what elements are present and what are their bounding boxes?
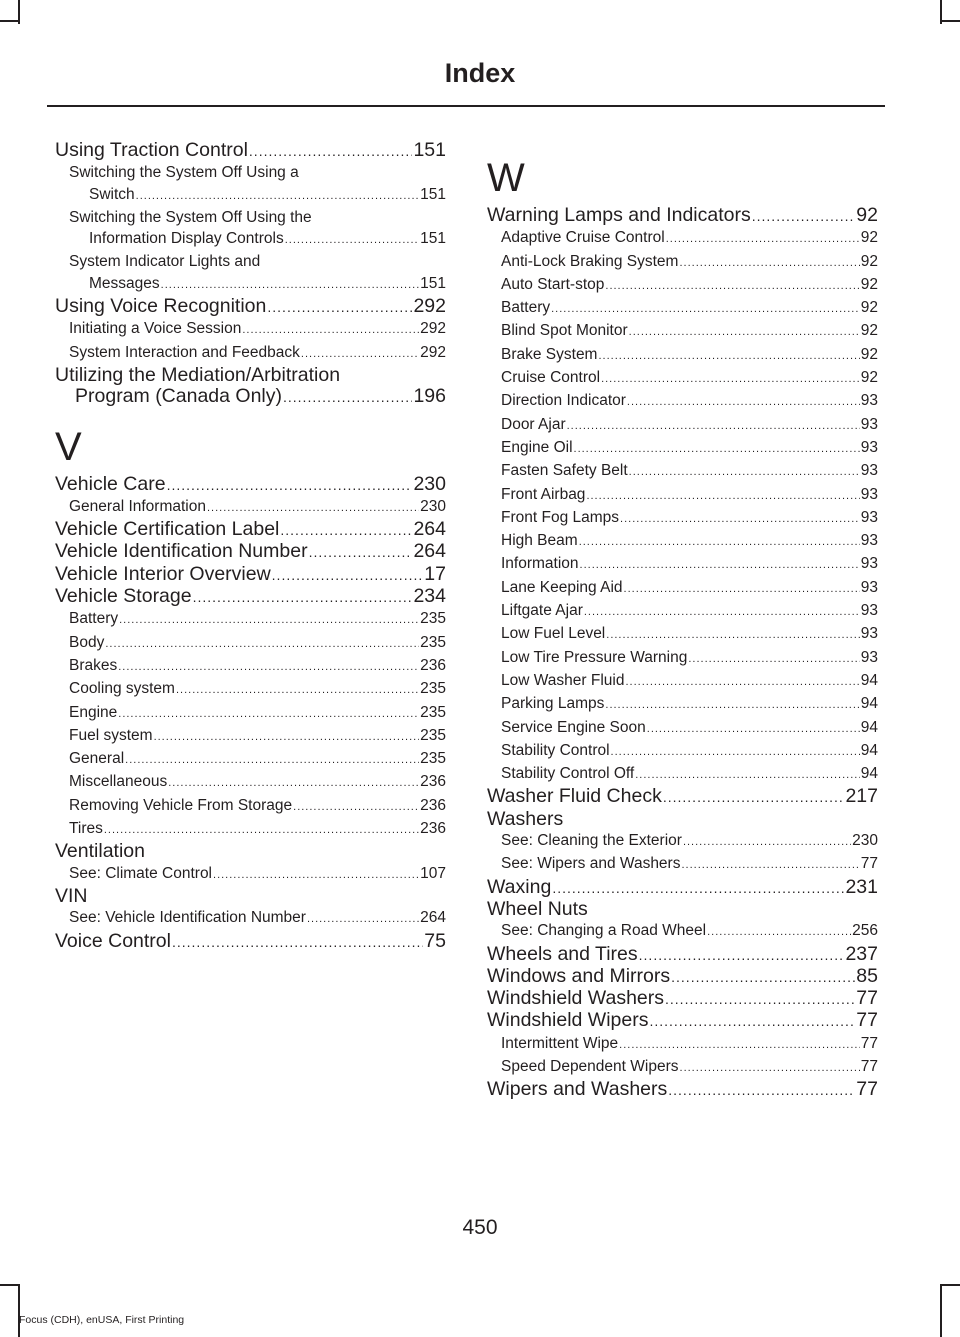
entry-label: Vehicle Interior Overview (55, 562, 271, 585)
dot-leader (105, 634, 419, 655)
crop-mark (940, 1284, 942, 1337)
entry-label: Windows and Mirrors (487, 964, 671, 987)
entry-label: Body (69, 633, 105, 651)
entry-label: Program (Canada Only) (75, 385, 282, 408)
entry-page-number: 235 (420, 726, 446, 744)
entry-label: Vehicle Certification Label (55, 518, 280, 541)
entry-page-number: 92 (860, 229, 878, 247)
entry-page-number: 92 (860, 322, 878, 340)
entry-label: Front Airbag (501, 485, 586, 503)
index-entry[interactable] (55, 564, 446, 586)
index-subentry: Switching the System Off Using a (69, 164, 299, 182)
entry-page-number: 92 (860, 299, 878, 317)
index-subentry[interactable] (55, 771, 446, 794)
index-subentry[interactable] (487, 297, 878, 320)
dot-leader (125, 750, 419, 771)
index-subentry[interactable] (487, 414, 878, 437)
entry-label: Information (501, 555, 579, 573)
index-subentry[interactable] (487, 1033, 878, 1056)
dot-leader (598, 346, 859, 367)
index-entry[interactable] (487, 1010, 878, 1032)
index-subentry[interactable] (487, 367, 878, 390)
dot-leader (627, 392, 860, 413)
dot-leader (629, 462, 860, 483)
entry-label: Blind Spot Monitor (501, 322, 628, 340)
dot-leader (752, 206, 856, 227)
entry-label: System Interaction and Feedback (69, 343, 300, 361)
index-subentry[interactable] (55, 496, 446, 519)
entry-label: Vehicle Identification Number (55, 540, 308, 563)
entry-page-number: 92 (860, 369, 878, 387)
index-subentry[interactable] (55, 632, 446, 655)
entry-page-number: 85 (856, 964, 878, 987)
index-subentry[interactable] (487, 600, 878, 623)
entry-label: Washer Fluid Check (487, 785, 662, 808)
entry-page-number: 236 (420, 796, 446, 814)
dot-leader (285, 230, 419, 251)
dot-leader (301, 344, 419, 365)
entry-page-number: 234 (413, 585, 446, 608)
entry-page-number: 237 (845, 942, 878, 965)
index-subentry[interactable] (487, 670, 878, 693)
index-subentry[interactable] (55, 725, 446, 748)
dot-leader (154, 727, 420, 748)
index-entry[interactable] (487, 944, 878, 966)
index-subentry[interactable] (487, 623, 878, 646)
entry-label: Tires (69, 820, 103, 838)
index-subentry[interactable] (487, 853, 878, 876)
dot-leader (649, 1011, 855, 1032)
index-subentry[interactable] (55, 907, 446, 930)
dot-leader (567, 416, 860, 437)
entry-label: Vehicle Storage (55, 585, 192, 608)
entry-page-number: 93 (860, 508, 878, 526)
entry-page-number: 235 (420, 750, 446, 768)
section-letter: V (55, 424, 82, 469)
index-subentry[interactable] (55, 608, 446, 631)
entry-page-number: 77 (860, 1034, 878, 1052)
entry-label: Messages (89, 274, 160, 292)
crop-mark (0, 20, 20, 22)
dot-leader (707, 922, 851, 943)
entry-label: See: Climate Control (69, 864, 213, 882)
index-column-right (487, 140, 878, 1102)
index-entry[interactable] (487, 877, 878, 899)
entry-label: General Information (69, 497, 206, 515)
footer-text: Focus (CDH), enUSA, First Printing (19, 1314, 185, 1326)
index-subentry[interactable] (55, 655, 446, 678)
index-subentry[interactable] (55, 818, 446, 841)
index-subentry[interactable] (55, 273, 446, 296)
entry-label: High Beam (501, 532, 578, 550)
entry-label: Door Ajar (501, 415, 566, 433)
entry-page-number: 264 (413, 518, 446, 541)
entry-page-number: 151 (413, 139, 446, 161)
index-entry[interactable] (55, 386, 446, 408)
index-subentry[interactable] (487, 920, 878, 943)
entry-page-number: 92 (860, 345, 878, 363)
entry-page-number: 264 (420, 909, 446, 927)
entry-label: See: Vehicle Identification Number (69, 909, 306, 927)
dot-leader (161, 275, 419, 296)
index-heading: Utilizing the Mediation/Arbitration (55, 363, 341, 386)
dot-leader (118, 704, 419, 725)
entry-label: Battery (69, 610, 119, 628)
index-subentry[interactable] (487, 484, 878, 507)
entry-label: Low Fuel Level (501, 625, 606, 643)
entry-label: See: Cleaning the Exterior (501, 832, 682, 850)
index-subentry[interactable] (55, 748, 446, 771)
entry-page-number: 196 (413, 385, 446, 408)
dot-leader (586, 486, 859, 507)
index-entry[interactable] (487, 966, 878, 988)
dot-leader (668, 1080, 855, 1101)
index-subentry[interactable] (487, 507, 878, 530)
entry-label: Adaptive Cruise Control (501, 229, 665, 247)
index-entry[interactable] (487, 786, 878, 808)
crop-mark (18, 1284, 20, 1337)
entry-label: Waxing (487, 875, 552, 898)
page-title: Index (444, 58, 516, 88)
entry-page-number: 77 (860, 855, 878, 873)
entry-page-number: 94 (860, 671, 878, 689)
entry-label: Using Voice Recognition (55, 295, 267, 318)
dot-leader (172, 932, 423, 953)
entry-page-number: 75 (424, 929, 446, 952)
dot-leader (580, 555, 860, 576)
entry-label: Parking Lamps (501, 695, 605, 713)
dot-leader (601, 369, 860, 390)
dot-leader (207, 498, 419, 519)
entry-page-number: 93 (860, 438, 878, 456)
index-subentry[interactable] (55, 184, 446, 207)
index-subentry[interactable] (487, 251, 878, 274)
dot-leader (620, 509, 860, 530)
dot-leader (242, 320, 419, 341)
index-subentry[interactable] (55, 318, 446, 341)
dot-leader (574, 439, 860, 460)
index-subentry[interactable] (55, 795, 446, 818)
entry-page-number: 217 (845, 785, 878, 808)
index-subentry[interactable] (487, 1056, 878, 1079)
entry-label: Fuel system (69, 726, 153, 744)
entry-label: Liftgate Ajar (501, 602, 583, 620)
entry-label: Warning Lamps and Indicators (487, 204, 751, 226)
dot-leader (606, 625, 859, 646)
index-subentry[interactable] (487, 740, 878, 763)
entry-page-number: 94 (860, 741, 878, 759)
entry-label: Brakes (69, 656, 118, 674)
index-subentry[interactable] (487, 460, 878, 483)
dot-leader (605, 695, 859, 716)
entry-label: Using Traction Control (55, 139, 248, 161)
index-entry[interactable] (55, 931, 446, 953)
index-subentry[interactable] (487, 717, 878, 740)
entry-page-number: 151 (420, 185, 446, 203)
entry-label: Voice Control (55, 929, 171, 952)
index-entry[interactable] (487, 988, 878, 1010)
entry-label: Lane Keeping Aid (501, 578, 623, 596)
index-subentry[interactable] (487, 647, 878, 670)
index-entry[interactable] (487, 205, 878, 227)
dot-leader (584, 602, 860, 623)
entry-page-number: 292 (413, 295, 446, 318)
entry-page-number: 92 (856, 204, 878, 226)
index-subentry: System Indicator Lights and (69, 253, 261, 271)
entry-page-number: 93 (860, 555, 878, 573)
entry-page-number: 77 (860, 1057, 878, 1075)
dot-leader (213, 865, 419, 886)
index-subentry[interactable] (487, 530, 878, 553)
entry-page-number: 292 (420, 343, 446, 361)
entry-page-number: 151 (420, 274, 446, 292)
index-entry[interactable] (55, 140, 446, 162)
dot-leader (629, 322, 860, 343)
entry-page-number: 93 (860, 392, 878, 410)
entry-page-number: 236 (420, 820, 446, 838)
entry-page-number: 151 (420, 230, 446, 248)
index-entry[interactable] (55, 541, 446, 563)
entry-page-number: 93 (860, 415, 878, 433)
index-subentry[interactable] (487, 577, 878, 600)
entry-label: Front Fog Lamps (501, 508, 620, 526)
dot-leader (671, 967, 855, 988)
entry-label: General (69, 750, 125, 768)
entry-page-number: 235 (420, 610, 446, 628)
entry-label: Intermittent Wipe (501, 1034, 619, 1052)
entry-page-number: 94 (860, 765, 878, 783)
dot-leader (168, 773, 419, 794)
dot-leader (293, 797, 419, 818)
dot-leader (624, 579, 860, 600)
index-entry[interactable] (55, 586, 446, 608)
index-subentry[interactable] (55, 863, 446, 886)
entry-page-number: 94 (860, 718, 878, 736)
entry-label: Cruise Control (501, 369, 601, 387)
dot-leader (193, 587, 413, 608)
entry-page-number: 264 (413, 540, 446, 563)
entry-label: Engine (69, 703, 118, 721)
header-divider (47, 105, 885, 107)
entry-page-number: 292 (420, 320, 446, 338)
entry-label: See: Changing a Road Wheel (501, 922, 707, 940)
index-subentry[interactable] (487, 437, 878, 460)
dot-leader (272, 565, 424, 586)
index-subentry[interactable] (55, 678, 446, 701)
entry-page-number: 235 (420, 680, 446, 698)
entry-page-number: 93 (860, 485, 878, 503)
dot-leader (639, 945, 845, 966)
entry-page-number: 230 (420, 497, 446, 515)
entry-page-number: 17 (424, 562, 446, 585)
index-heading: VIN (55, 884, 88, 907)
entry-page-number: 256 (852, 922, 878, 940)
index-subentry[interactable] (55, 342, 446, 365)
dot-leader (104, 820, 419, 841)
dot-leader (136, 186, 419, 207)
dot-leader (635, 765, 860, 786)
index-heading: Ventilation (55, 840, 145, 863)
entry-label: Switch (89, 185, 135, 203)
dot-leader (249, 141, 413, 162)
index-entry[interactable] (55, 519, 446, 541)
dot-leader (605, 276, 859, 297)
dot-leader (579, 532, 860, 553)
entry-page-number: 231 (845, 875, 878, 898)
index-entry[interactable] (55, 296, 446, 318)
entry-page-number: 93 (860, 462, 878, 480)
entry-page-number: 77 (856, 1009, 878, 1032)
dot-leader (267, 297, 412, 318)
dot-leader (119, 610, 419, 631)
dot-leader (619, 1035, 860, 1056)
index-heading: Washers (487, 807, 564, 830)
dot-leader (665, 989, 855, 1010)
section-letter: W (487, 156, 525, 200)
dot-leader (280, 520, 412, 541)
entry-label: Low Tire Pressure Warning (501, 648, 688, 666)
index-subentry[interactable] (487, 830, 878, 853)
dot-leader (283, 387, 412, 408)
page-number: 450 (462, 1216, 498, 1239)
dot-leader (176, 680, 419, 701)
entry-page-number: 77 (856, 1078, 878, 1101)
entry-label: Stability Control Off (501, 765, 635, 783)
entry-label: Cooling system (69, 680, 175, 698)
entry-page-number: 230 (852, 832, 878, 850)
dot-leader (666, 229, 860, 250)
entry-page-number: 235 (420, 633, 446, 651)
dot-leader (683, 832, 851, 853)
entry-label: Windshield Washers (487, 987, 665, 1010)
entry-label: Auto Start-stop (501, 275, 605, 293)
dot-leader (611, 742, 860, 763)
entry-label: See: Wipers and Washers (501, 855, 681, 873)
dot-leader (552, 878, 844, 899)
index-column-left (55, 140, 446, 953)
entry-label: Low Washer Fluid (501, 671, 625, 689)
crop-mark (940, 1284, 960, 1286)
dot-leader (118, 657, 419, 678)
index-subentry: Switching the System Off Using the (69, 208, 312, 226)
entry-label: Stability Control (501, 741, 610, 759)
index-entry[interactable] (487, 1079, 878, 1101)
entry-label: Windshield Wipers (487, 1009, 649, 1032)
dot-leader (680, 1058, 860, 1079)
index-subentry[interactable] (487, 344, 878, 367)
entry-page-number: 94 (860, 695, 878, 713)
entry-page-number: 236 (420, 656, 446, 674)
index-subentry[interactable] (487, 274, 878, 297)
entry-page-number: 107 (420, 864, 446, 882)
entry-label: Anti-Lock Braking System (501, 252, 679, 270)
entry-label: Miscellaneous (69, 773, 168, 791)
entry-label: Battery (501, 299, 551, 317)
entry-page-number: 230 (413, 472, 446, 495)
entry-page-number: 93 (860, 625, 878, 643)
index-subentry[interactable] (55, 702, 446, 725)
entry-label: Removing Vehicle From Storage (69, 796, 293, 814)
crop-mark (940, 20, 960, 22)
entry-page-number: 77 (856, 987, 878, 1010)
dot-leader (679, 253, 859, 274)
entry-page-number: 93 (860, 648, 878, 666)
index-subentry[interactable] (487, 320, 878, 343)
entry-label: Initiating a Voice Session (69, 320, 242, 338)
index-subentry[interactable] (487, 390, 878, 413)
entry-label: Service Engine Soon (501, 718, 646, 736)
dot-leader (307, 909, 419, 930)
index-heading: Wheel Nuts (487, 897, 588, 920)
dot-leader (167, 475, 413, 496)
entry-page-number: 236 (420, 773, 446, 791)
entry-label: Engine Oil (501, 438, 573, 456)
index-subentry[interactable] (487, 553, 878, 576)
entry-page-number: 93 (860, 578, 878, 596)
index-subentry[interactable] (487, 763, 878, 786)
index-subentry[interactable] (487, 693, 878, 716)
entry-label: Information Display Controls (89, 230, 284, 248)
entry-label: Fasten Safety Belt (501, 462, 628, 480)
dot-leader (663, 787, 845, 808)
entry-label: Direction Indicator (501, 392, 626, 410)
entry-page-number: 93 (860, 532, 878, 550)
dot-leader (309, 542, 413, 563)
entry-page-number: 93 (860, 602, 878, 620)
dot-leader (681, 855, 859, 876)
dot-leader (688, 649, 859, 670)
entry-label: Brake System (501, 345, 598, 363)
dot-leader (551, 299, 860, 320)
entry-label: Wheels and Tires (487, 942, 638, 965)
entry-label: Wipers and Washers (487, 1078, 668, 1101)
entry-page-number: 235 (420, 703, 446, 721)
index-subentry[interactable] (487, 227, 878, 250)
crop-mark (0, 1284, 20, 1286)
entry-label: Speed Dependent Wipers (501, 1057, 679, 1075)
entry-label: Vehicle Care (55, 472, 166, 495)
dot-leader (647, 719, 860, 740)
entry-page-number: 92 (860, 252, 878, 270)
dot-leader (625, 672, 859, 693)
index-subentry[interactable] (55, 228, 446, 251)
entry-page-number: 92 (860, 275, 878, 293)
index-entry[interactable] (55, 474, 446, 496)
